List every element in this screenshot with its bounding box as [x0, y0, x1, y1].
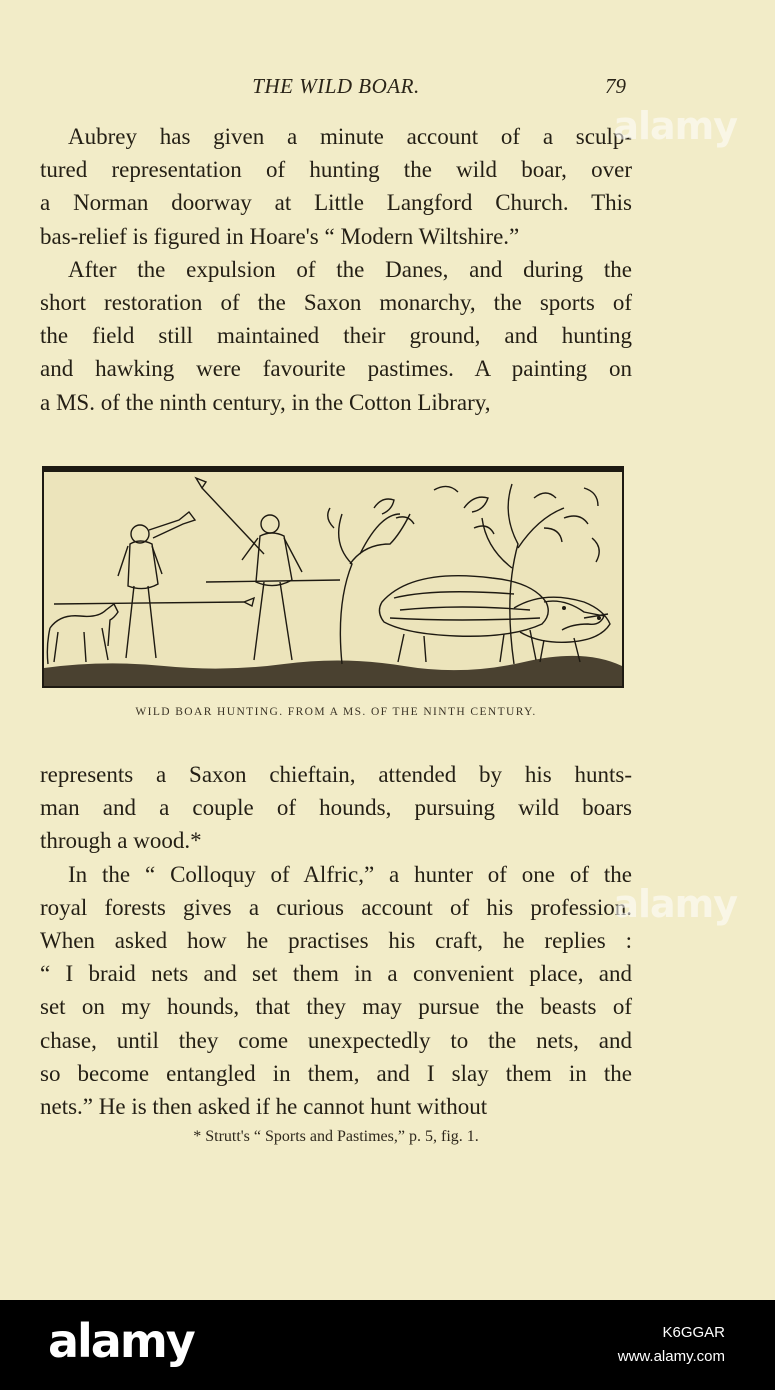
stock-footer-bar	[0, 1300, 775, 1390]
text-line: set on my hounds, that they may pursue the beasts of	[40, 994, 632, 1020]
figure-caption: WILD BOAR HUNTING. FROM A MS. OF THE NINTH CENTURY.	[135, 706, 537, 718]
image-id: K6GGAR	[662, 1324, 725, 1341]
boar-hunt-engraving	[44, 468, 622, 686]
text-line: When asked how he practises his craft, he replies :	[40, 927, 632, 953]
site-url[interactable]: www.alamy.com	[617, 1348, 725, 1365]
text-line: In the “ Colloquy of Alfric,” a hunter of one of the	[68, 861, 632, 887]
body-text-bottom	[40, 758, 632, 1123]
woodcut-illustration	[42, 466, 624, 688]
text-line: and hawking were favourite pastimes. A painting on	[40, 356, 632, 382]
text-line: a Norman doorway at Little Langford Church. This	[40, 190, 632, 216]
watermark-alamy: alamy	[613, 882, 737, 926]
text-line: chase, until they come unexpectedly to the nets, and	[40, 1027, 632, 1053]
text-line: represents a Saxon chieftain, attended by his hunts-	[40, 762, 632, 787]
text-line: tured representation of hunting the wild boar, over	[40, 157, 632, 183]
text-line: nets.” He is then asked if he cannot hunt without	[40, 1093, 488, 1119]
body-text-top	[40, 120, 632, 419]
text-line: man and a couple of hounds, pursuing wild boars	[40, 795, 632, 821]
text-line: royal forests gives a curious account of his profession.	[40, 894, 632, 920]
text-line: Aubrey has given a minute account of a sculp-	[68, 124, 632, 149]
running-title: THE WILD BOAR.	[252, 74, 420, 98]
page-number: 79	[605, 74, 626, 98]
text-line: bas-relief is figured in Hoare's “ Modern Wiltshire.”	[40, 223, 520, 249]
text-line: the field still maintained their ground, and hunting	[40, 323, 632, 349]
text-line: After the expulsion of the Danes, and during the	[68, 256, 632, 282]
alamy-logo: alamy	[48, 1314, 194, 1368]
text-line: a MS. of the ninth century, in the Cotton Library,	[40, 389, 491, 415]
text-line: short restoration of the Saxon monarchy, the sports of	[40, 289, 632, 315]
text-line: “ I braid nets and set them in a convenient place, and	[40, 961, 632, 987]
watermark-alamy: alamy	[613, 104, 737, 148]
footnote: * Strutt's “ Sports and Pastimes,” p. 5, fig. 1.	[193, 1128, 479, 1145]
text-line: so become entangled in them, and I slay them in the	[40, 1060, 632, 1086]
text-line: through a wood.*	[40, 828, 202, 854]
running-head	[40, 72, 632, 100]
